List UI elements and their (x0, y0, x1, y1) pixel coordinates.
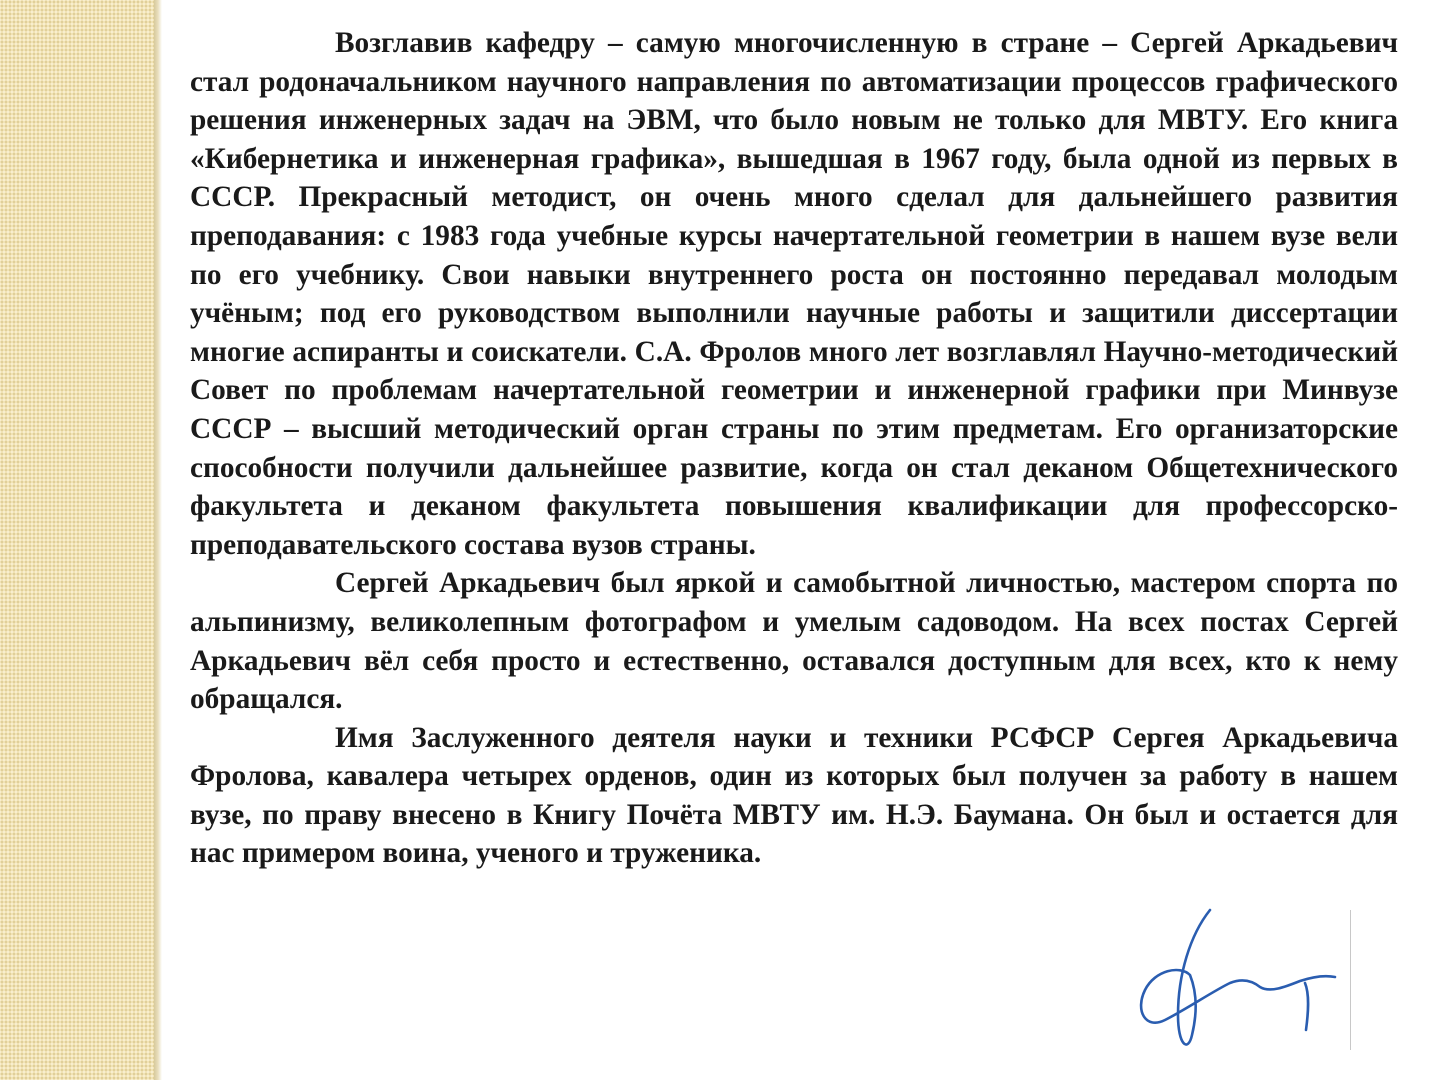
paragraph-3: Имя Заслуженного деятеля науки и техники РСФСР Сергея Аркадьевича Фролова, кавалера четырех орденов, один из которых был получен за работу в нашем вузе, по праву внесено в Книгу Почёта МВТУ им. Н.Э. Баумана. Он был и остается для нас примером воина, ученого и труженика. (190, 721, 1398, 870)
signature-stroke (1141, 910, 1335, 1045)
paragraph-2: Сергей Аркадьевич был яркой и самобытной личностью, мастером спорта по альпинизму, великолепным фотографом и умелым садоводом. На всех постах Сергей Аркадьевич вёл себя просто и естественно, оставался доступным для всех, кто к нему обращался. (190, 567, 1398, 716)
paragraph-1: Возглавив кафедру – самую многочисленную в стране – Сергей Аркадьевич стал родоначальником научного направления по автоматизации процессов графического решения инженерных задач на ЭВМ, что было новым не только для МВТУ. Его книга «Кибернетика и инженерная графика», вышедшая в 1967 году, была одной из первых в СССР. Прекрасный методист, он очень много сделал для дальнейшего развития преподавания: с 1983 года учебные курсы начертательной геометрии в нашем вузе вели по его учебнику. Свои навыки внутреннего роста он постоянно передавал молодым учёным; под его руководством выполнили научные работы и защитили диссертации многие аспиранты и соискатели. С.А. Фролов много лет возглавлял Научно-методический Совет по проблемам начертательной геометрии и инженерной графики при Минвузе СССР – высший методический орган страны по этим предметам. Его организаторские способности получили дальнейшее развитие, когда он стал деканом Общетехнического факультета и деканом факультета повышения квалификации для профессорско-преподавательского состава вузов страны. (190, 27, 1398, 561)
body-text (190, 24, 1398, 873)
decorative-side-strip (0, 0, 154, 1080)
signature-divider (1350, 910, 1351, 1050)
handwritten-signature (1130, 905, 1340, 1055)
side-strip-shadow (154, 0, 162, 1080)
